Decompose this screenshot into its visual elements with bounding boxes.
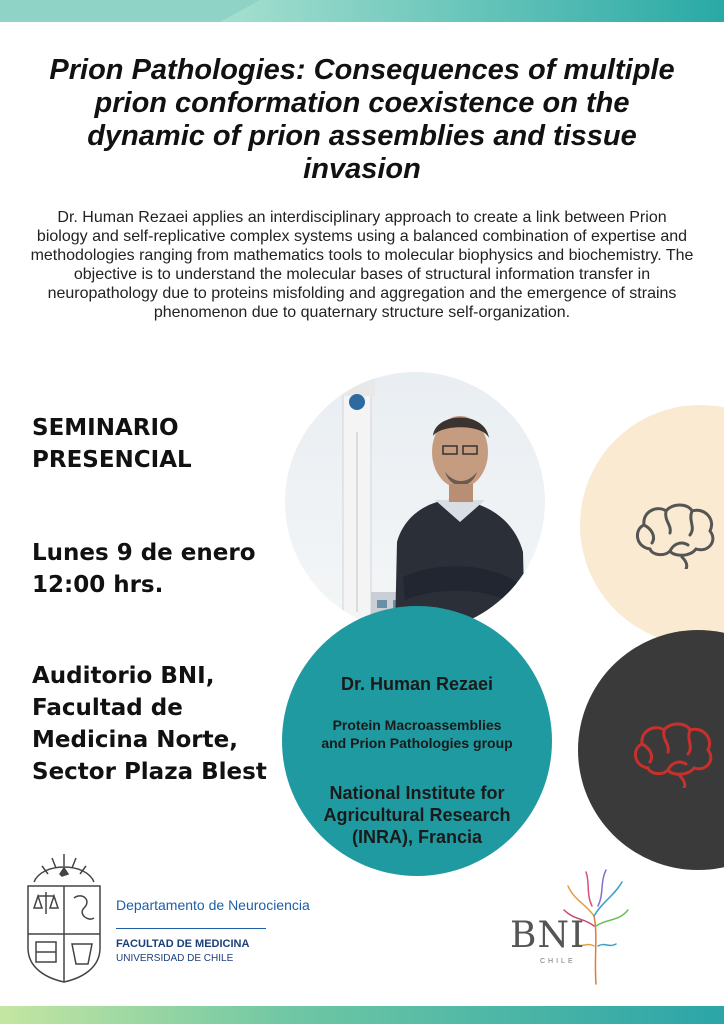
bni-logo-text: BNI xyxy=(510,915,586,956)
faculty-name: FACULTAD DE MEDICINA xyxy=(116,938,250,950)
event-time: 12:00 hrs. xyxy=(32,572,164,598)
top-color-band xyxy=(0,0,724,22)
bottom-color-band xyxy=(0,1006,724,1024)
event-type: SEMINARIO PRESENCIAL xyxy=(32,415,192,473)
dark-circle xyxy=(578,630,724,870)
university-seal-icon xyxy=(22,852,106,988)
department-name: Departamento de Neurociencia xyxy=(116,897,310,913)
brain-icon xyxy=(630,499,720,569)
speaker-institution: National Institute for Agricultural Research (INRA), Francia xyxy=(323,783,511,847)
footer-divider xyxy=(116,928,266,929)
event-datetime xyxy=(32,537,256,601)
speaker-photo xyxy=(285,372,545,632)
beige-circle xyxy=(580,405,724,645)
bni-logo-subtext: CHILE xyxy=(540,958,576,965)
poster-title: Prion Pathologies: Consequences of multiple prion conformation coexistence on the dynamic of prion assemblies and tissue invasion xyxy=(49,54,675,185)
abstract-text: Dr. Human Rezaei applies an interdisciplinary approach to create a link between Prion biology and self-replicative complex systems using a balanced combination of expertise and methodologies ranging from mathematics tools to molecular biophysics and biochemistry. The objective is to understand the molecular bases of structural information transfer in neuropathology due to proteins misfolding and aggregation and the emergence of strains phenomenon due to quaternary structure self-organization. xyxy=(30,209,694,321)
speaker-group: Protein Macroassemblies and Prion Pathologies group xyxy=(321,717,513,751)
event-venue: Auditorio BNI, Facultad de Medicina Norte, Sector Plaza Blest xyxy=(32,663,267,785)
event-date: Lunes 9 de enero xyxy=(32,540,256,566)
university-name: UNIVERSIDAD DE CHILE xyxy=(116,953,234,964)
brain-icon-red xyxy=(628,718,718,788)
speaker-name: Dr. Human Rezaei xyxy=(340,674,494,694)
